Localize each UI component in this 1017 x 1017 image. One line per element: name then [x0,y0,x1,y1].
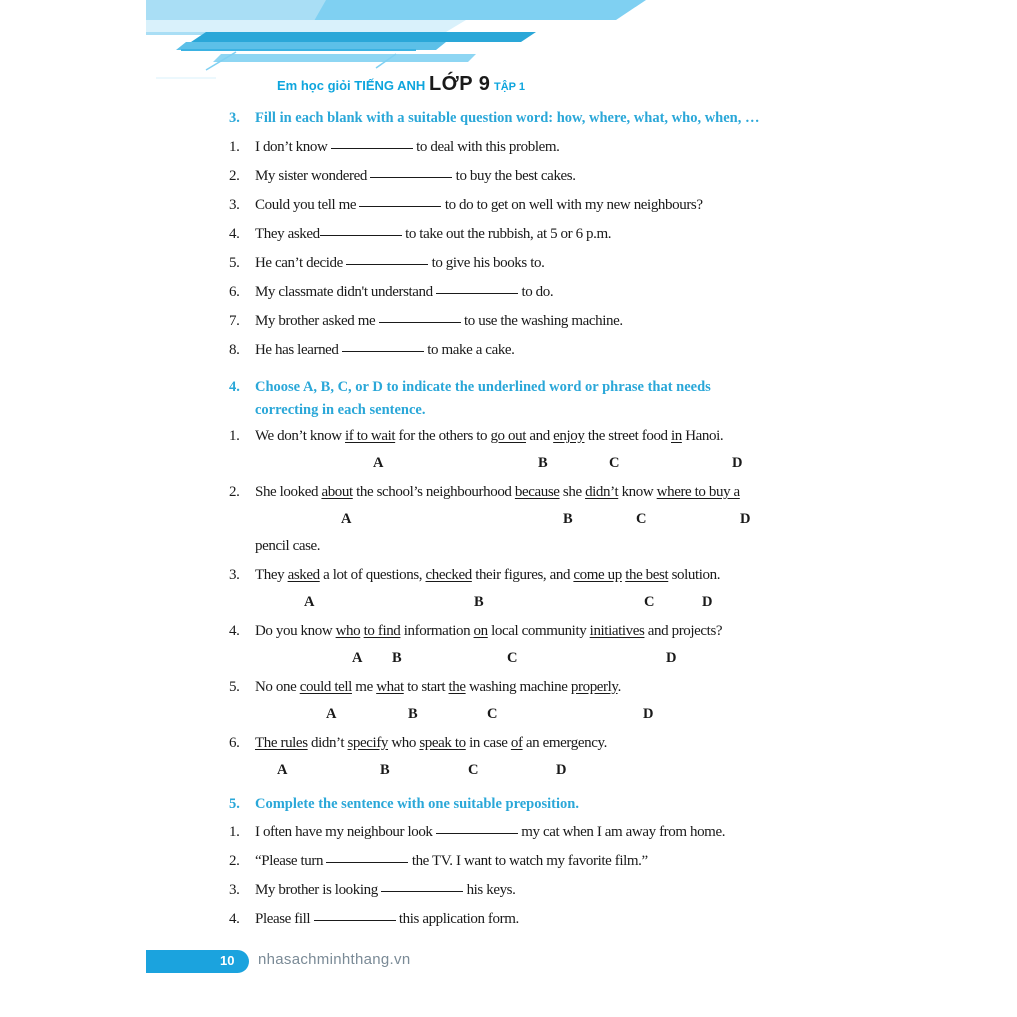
underlined-d: in [671,428,682,444]
underlined-a: could tell [299,679,352,695]
option-b[interactable]: B [538,455,548,471]
option-d[interactable]: D [643,706,654,722]
s4-item-4: 4. Do you know who to find information on local community initiatives and projects? [229,623,723,639]
publisher-site: nhasachminhthang.vn [258,951,411,968]
underlined-d: where to buy a [656,484,740,500]
s3-item-5: 5. He can’t decide to give his books to. [229,255,545,271]
section-4-instruction-2: correcting in each sentence. [255,402,426,418]
underlined-d: the best [625,567,669,583]
s5-item-3: 3. My brother is looking his keys. [229,882,516,898]
option-a[interactable]: A [304,594,315,610]
option-a[interactable]: A [277,762,288,778]
option-a[interactable]: A [373,455,384,471]
underlined-b: what [376,679,404,695]
answer-blank[interactable] [379,321,461,323]
s4-item-5: 5. No one could tell me what to start the washing machine properly. [229,679,621,695]
underlined-c: enjoy [553,428,585,444]
page-number: 10 [220,953,235,968]
answer-blank[interactable] [320,234,402,236]
option-c[interactable]: C [609,455,620,471]
s4-item-2-continuation: pencil case. [255,538,321,554]
title-grade: LỚP 9 [428,73,491,95]
option-c[interactable]: C [468,762,479,778]
s3-item-3: 3. Could you tell me to do to get on well with my new neighbours? [229,197,703,213]
underlined-d: of [510,735,523,751]
underlined-a: asked [287,567,320,583]
s5-item-4: 4. Please fill this application form. [229,911,519,927]
underlined-d: initiatives [589,623,645,639]
answer-blank[interactable] [436,292,518,294]
section-5-title: 5. Complete the sentence with one suitable preposition. [229,796,579,812]
title-suffix: TẬP 1 [494,81,525,93]
underlined-b: to find [363,623,401,639]
option-c[interactable]: C [644,594,655,610]
s3-item-4: 4. They asked to take out the rubbish, at 5 or 6 p.m. [229,226,612,242]
underlined-a: who [335,623,361,639]
s4-item-2: 2. She looked about the school’s neighbourhood because she didn’t know where to buy a [229,484,740,500]
s5-item-2: 2. “Please turn the TV. I want to watch my favorite film.” [229,853,648,869]
underlined-b: checked [425,567,472,583]
option-b[interactable]: B [563,511,573,527]
option-b[interactable]: B [408,706,418,722]
s4-item-3: 3. They asked a lot of questions, checked their figures, and come up the best solution. [229,567,721,583]
option-d[interactable]: D [702,594,713,610]
underlined-d: properly [570,679,618,695]
s3-item-8: 8. He has learned to make a cake. [229,342,515,358]
underlined-c: didn’t [585,484,619,500]
option-b[interactable]: B [392,650,402,666]
underlined-b: specify [347,735,389,751]
option-a[interactable]: A [326,706,337,722]
s5-item-1: 1. I often have my neighbour look my cat when I am away from home. [229,824,726,840]
answer-blank[interactable] [370,176,452,178]
section-5-instruction: Complete the sentence with one suitable preposition. [255,796,579,812]
option-c[interactable]: C [507,650,518,666]
section-3-instruction: Fill in each blank with a suitable question word: how, where, what, who, when, … [255,110,760,126]
s3-item-1: 1. I don’t know to deal with this problem. [229,139,560,155]
option-d[interactable]: D [666,650,677,666]
s3-item-7: 7. My brother asked me to use the washing machine. [229,313,623,329]
answer-blank[interactable] [331,147,413,149]
underlined-c: come up [573,567,622,583]
s3-item-2: 2. My sister wondered to buy the best cakes. [229,168,576,184]
s3-item-6: 6. My classmate didn't understand to do. [229,284,554,300]
answer-blank[interactable] [359,205,441,207]
option-a[interactable]: A [341,511,352,527]
s4-item-6: 6. The rules didn’t specify who speak to in case of an emergency. [229,735,607,751]
underlined-a: about [321,484,353,500]
answer-blank[interactable] [381,890,463,892]
option-d[interactable]: D [556,762,567,778]
section-4-title: 4. Choose A, B, C, or D to indicate the underlined word or phrase that needs correcting in each sentence. [229,376,711,422]
underlined-c: the [448,679,466,695]
option-c[interactable]: C [636,511,647,527]
underlined-b: go out [490,428,526,444]
section-3-title: 3. Fill in each blank with a suitable question word: how, where, what, who, when, … [229,110,760,126]
option-d[interactable]: D [732,455,743,471]
underlined-c: speak to [419,735,466,751]
answer-blank[interactable] [314,919,396,921]
option-b[interactable]: B [474,594,484,610]
option-b[interactable]: B [380,762,390,778]
answer-blank[interactable] [326,861,408,863]
underlined-a: The rules [255,735,308,751]
answer-blank[interactable] [436,832,518,834]
option-c[interactable]: C [487,706,498,722]
title-prefix: Em học giỏi TIẾNG ANH [277,78,426,93]
section-4-instruction-1: Choose A, B, C, or D to indicate the underlined word or phrase that needs [255,379,711,395]
underlined-b: because [514,484,560,500]
answer-blank[interactable] [346,263,428,265]
option-d[interactable]: D [740,511,751,527]
option-a[interactable]: A [352,650,363,666]
underlined-c: on [473,623,488,639]
answer-blank[interactable] [342,350,424,352]
s4-item-1: 1. We don’t know if to wait for the others to go out and enjoy the street food in Hanoi. [229,428,724,444]
underlined-a: if to wait [345,428,396,444]
book-title [277,73,525,96]
